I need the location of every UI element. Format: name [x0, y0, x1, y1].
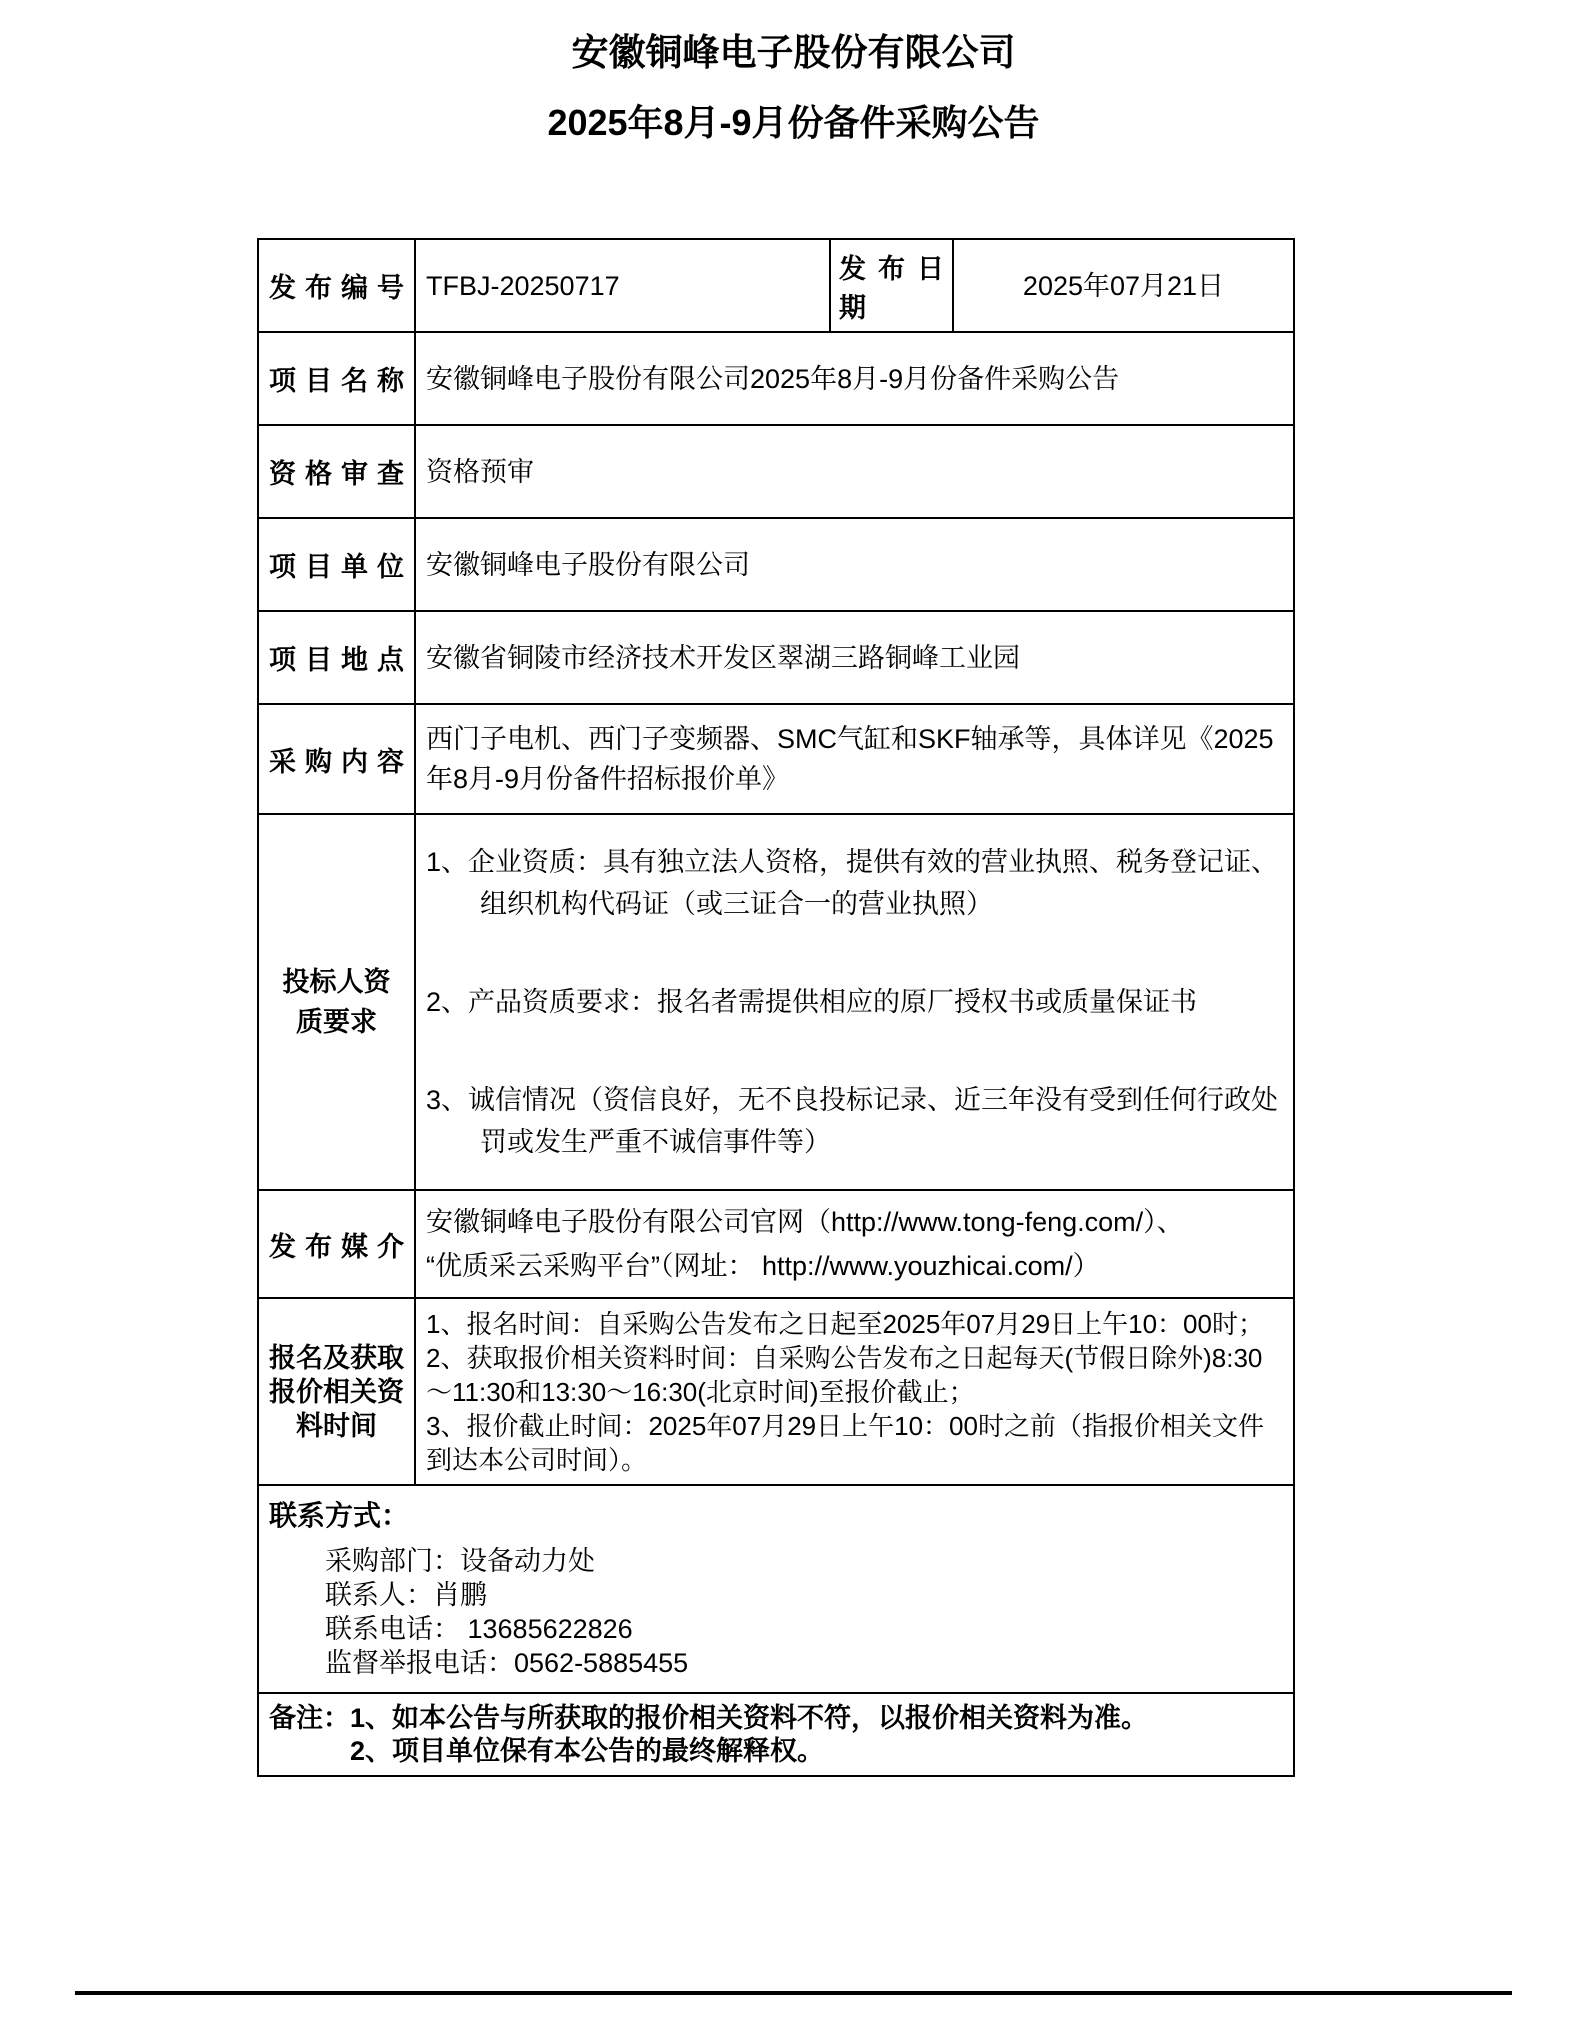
row-label-cell — [258, 518, 415, 611]
contact-person: 联系人：肖鹏 — [325, 1580, 487, 1610]
row-procurement-content — [258, 704, 1294, 814]
row-remarks — [258, 1693, 1294, 1776]
row-label-cell — [258, 704, 415, 814]
row-label: 采购内容 — [269, 746, 404, 777]
row-value: 资格预审 — [415, 425, 1294, 518]
qualification-content-cell — [415, 814, 1294, 1190]
qualification-label-line: 投标人资 — [282, 967, 391, 997]
publish-no-value: TFBJ-20250717 — [415, 239, 830, 332]
row-value: 安徽铜峰电子股份有限公司2025年8月-9月份备件采购公告 — [415, 332, 1294, 425]
publish-date-label-cell — [830, 239, 953, 332]
contact-report-phone: 监督举报电话：0562-5885455 — [325, 1648, 689, 1678]
row-value: 西门子电机、西门子变频器、SMC气缸和SKF轴承等，具体详见《2025年8月-9月份备件招标报价单》 — [415, 704, 1294, 814]
publish-date-value: 2025年07月21日 — [953, 239, 1294, 332]
publish-no-label: 发布编号 — [269, 273, 404, 303]
row-publish — [258, 239, 1294, 332]
row-label-cell — [258, 425, 415, 518]
qualification-label-cell — [258, 814, 415, 1190]
row-project-location — [258, 611, 1294, 704]
row-schedule — [258, 1298, 1294, 1485]
remark-item: 1、如本公告与所获取的报价相关资料不符，以报价相关资料为准。 — [350, 1702, 1149, 1733]
media-line-platform: “优质采云采购平台”（网址： http://www.youzhicai.com/） — [426, 1251, 1100, 1281]
media-content-cell — [415, 1190, 1294, 1298]
row-label: 项目单位 — [269, 552, 404, 582]
row-bidder-qualification — [258, 814, 1294, 1190]
row-contact — [258, 1485, 1294, 1693]
row-label: 项目名称 — [269, 366, 404, 396]
page-title: 安徽铜峰电子股份有限公司 — [571, 32, 1016, 73]
remarks-prefix: 备注： — [269, 1702, 350, 1733]
contact-department: 采购部门：设备动力处 — [325, 1546, 595, 1576]
row-qualification-review — [258, 425, 1294, 518]
publish-no-label-cell — [258, 239, 415, 332]
schedule-label-cell — [258, 1298, 415, 1485]
row-value: 安徽铜峰电子股份有限公司 — [415, 518, 1294, 611]
remark-line-1 — [269, 1702, 1283, 1735]
row-label: 资格审查 — [269, 459, 404, 489]
schedule-label-line: 报名及获取 — [269, 1342, 404, 1373]
media-label-cell — [258, 1190, 415, 1298]
contact-heading: 联系方式： — [269, 1500, 410, 1531]
schedule-label-line: 料时间 — [296, 1410, 377, 1441]
row-project-unit — [258, 518, 1294, 611]
qualification-item: 1、企业资质：具有独立法人资格，提供有效的营业执照、税务登记证、组织机构代码证（或三证合一的营业执照） — [426, 847, 1279, 919]
media-label: 发布媒介 — [269, 1231, 404, 1262]
contact-cell — [258, 1485, 1294, 1693]
page-subtitle: 2025年8月-9月份备件采购公告 — [547, 102, 1040, 143]
media-line-official-site: 安徽铜峰电子股份有限公司官网（http://www.tong-feng.com/）、 — [426, 1207, 1184, 1237]
row-project-name — [258, 332, 1294, 425]
schedule-item-deadline: 3、报价截止时间：2025年07月29日上午10：00时之前（指报价相关文件到达本公司时间）。 — [426, 1410, 1264, 1475]
qualification-item: 2、产品资质要求：报名者需提供相应的原厂授权书或质量保证书 — [426, 987, 1198, 1017]
contact-phone: 联系电话： 13685622826 — [325, 1614, 633, 1644]
remark-item: 2、项目单位保有本公告的最终解释权。 — [350, 1735, 825, 1766]
row-label-cell — [258, 332, 415, 425]
footer-rule — [75, 1991, 1512, 1995]
remarks-cell — [258, 1693, 1294, 1776]
schedule-label-line: 报价相关资 — [269, 1376, 404, 1407]
schedule-content-cell — [415, 1298, 1294, 1485]
row-value: 安徽省铜陵市经济技术开发区翠湖三路铜峰工业园 — [415, 611, 1294, 704]
qualification-item: 3、诚信情况（资信良好，无不良投标记录、近三年没有受到任何行政处罚或发生严重不诚信事件等） — [426, 1085, 1279, 1157]
notice-table — [257, 238, 1295, 1777]
row-label: 项目地点 — [269, 645, 404, 675]
schedule-item-obtain: 2、获取报价相关资料时间：自采购公告发布之日起每天(节假日除外)8:30～11:30和13:30～16:30(北京时间)至报价截止； — [426, 1342, 1263, 1407]
schedule-item-signup: 1、报名时间：自采购公告发布之日起至2025年07月29日上午10：00时； — [426, 1308, 1264, 1339]
remark-line-2 — [269, 1735, 1283, 1768]
row-label-cell — [258, 611, 415, 704]
publish-date-label: 发布日期 — [839, 253, 944, 323]
row-publish-media — [258, 1190, 1294, 1298]
qualification-label-line: 质要求 — [296, 1007, 377, 1037]
